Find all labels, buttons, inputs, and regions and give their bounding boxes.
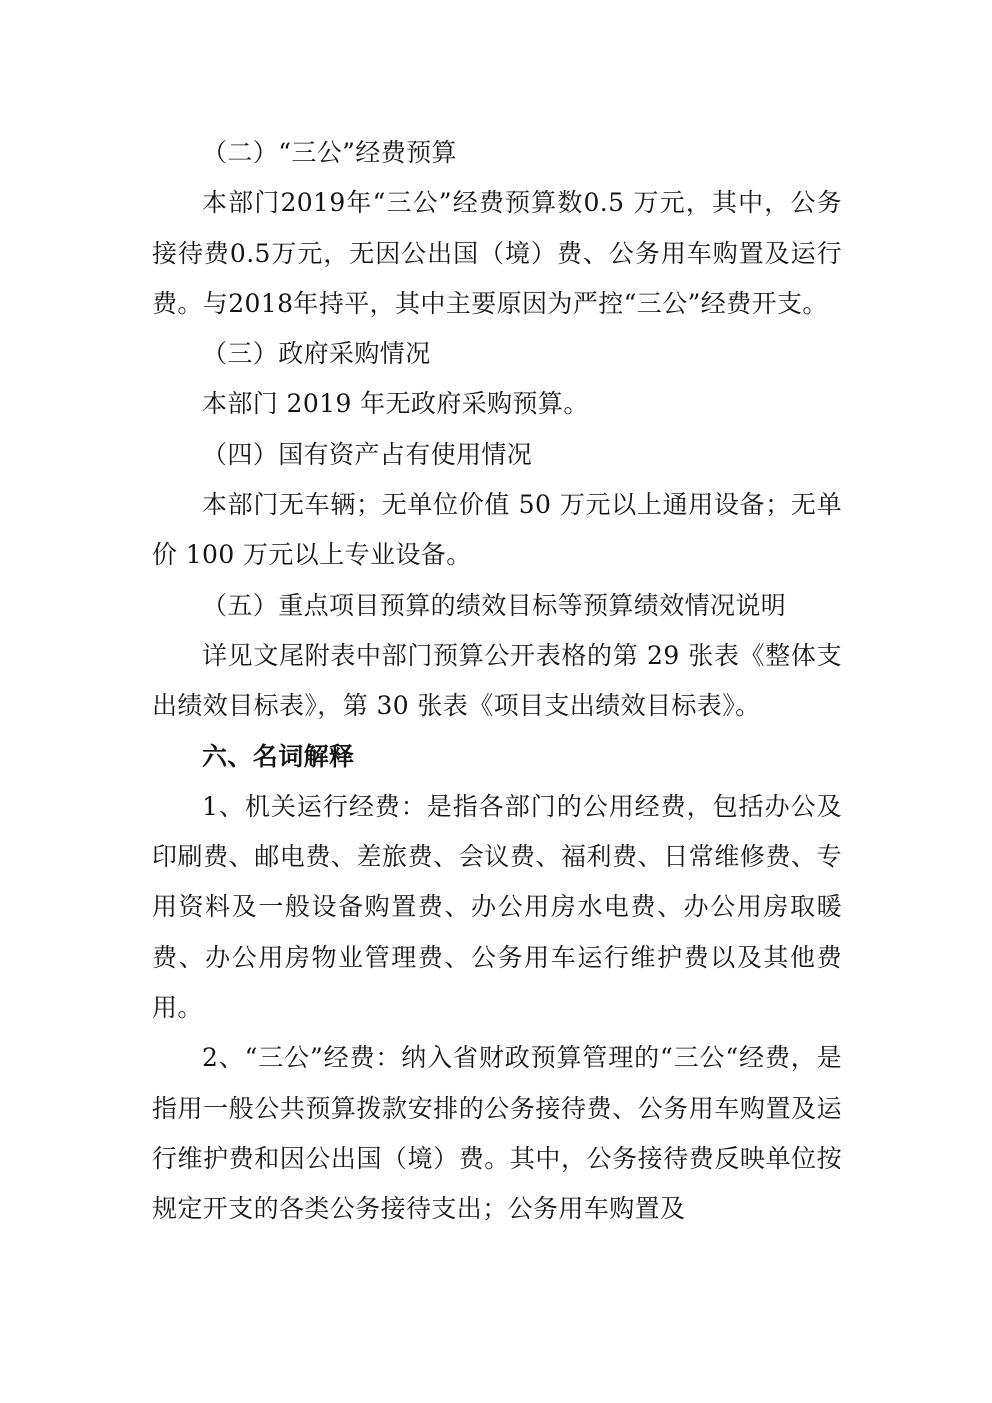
subheading-three-public-budget: （二）“三公”经费预算 xyxy=(202,138,457,167)
paragraph-performance-goals: 详见文尾附表中部门预算公开表格的第 29 张表《整体支出绩效目标表》，第 30 张表《项目支出绩效目标表》。 xyxy=(152,640,842,721)
document-body xyxy=(152,128,842,1235)
section-heading-glossary: 六、名词解释 xyxy=(202,741,355,771)
subheading-government-procurement: （三）政府采购情况 xyxy=(202,339,431,369)
paragraph-three-public-budget: 本部门2019年“三公”经费预算数0.5 万元，其中，公务接待费0.5万元，无因公出国（境）费、公务用车购置及运行费。与2018年持平，其中主要原因为严控“三公”经费开支。 xyxy=(152,188,842,318)
paragraph-government-procurement: 本部门 2019 年无政府采购预算。 xyxy=(202,389,589,419)
paragraph-glossary-item-2: 2、“三公”经费：纳入省财政预算管理的“三公“经费，是指用一般公共预算拨款安排的公务接待费、公务用车购置及运行维护费和因公出国（境）费。其中，公务接待费反映单位按规定开支的各类公务接待支出；公务用车购置及 xyxy=(152,1043,842,1224)
subheading-performance-goals: （五）重点项目预算的绩效目标等预算绩效情况说明 xyxy=(202,590,787,620)
paragraph-glossary-item-1: 1、机关运行经费：是指各部门的公用经费，包括办公及印刷费、邮电费、差旅费、会议费、福利费、日常维修费、专用资料及一般设备购置费、办公用房水电费、办公用房取暖费、办公用房物业管理费、公务用车运行维护费以及其他费用。 xyxy=(152,791,842,1023)
paragraph-state-assets: 本部门无车辆；无单位价值 50 万元以上通用设备；无单价 100 万元以上专业设备。 xyxy=(152,490,842,570)
subheading-state-assets: （四）国有资产占有使用情况 xyxy=(202,439,533,469)
